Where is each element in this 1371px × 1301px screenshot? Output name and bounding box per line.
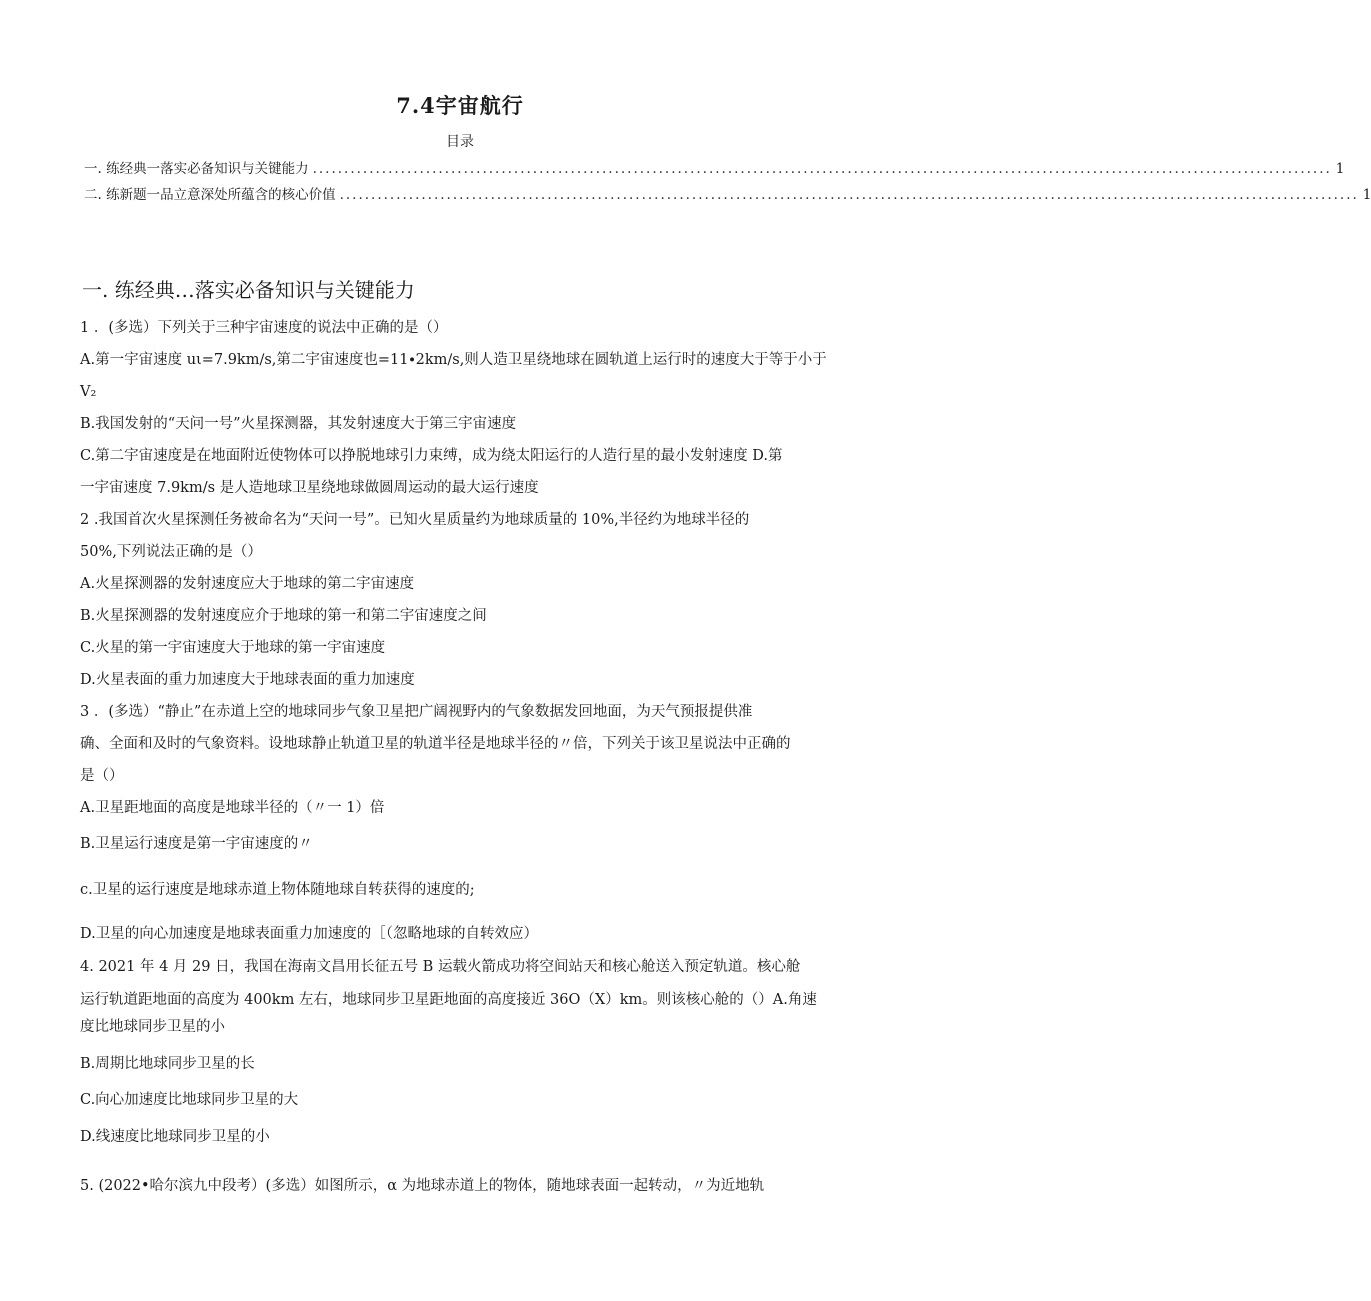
toc-entry[interactable] (84, 157, 1345, 177)
question-text: 50%,下列说法正确的是（） (80, 544, 262, 560)
question-text: 1 ．(多选）下列关于三种宇宙速度的说法中正确的是（） (80, 320, 448, 336)
option-text: D.卫星的向心加速度是地球表面重力加速度的［（忽略地球的自转效应） (80, 926, 538, 942)
option-text: A.第一宇宙速度 uι=7.9km∕s,第二宇宙速度也=11∙2km∕s,则人造卫星绕地球在圆轨道上运行时的速度大于等于小于 (80, 352, 827, 368)
option-text: C.第二宇宙速度是在地面附近使物体可以挣脱地球引力束缚，成为绕太阳运行的人造行星的最小发射速度 D.第 (80, 448, 783, 464)
option-text: A.卫星距地面的高度是地球半径的（〃一 1）倍 (80, 800, 385, 816)
option-text: 度比地球同步卫星的小 (80, 1019, 225, 1035)
question-text: 运行轨道距地面的高度为 400km 左右，地球同步卫星距地面的高度接近 36O（X）km。则该核心舱的（）A.角速 (80, 992, 817, 1008)
question-text: 4. 2021 年 4 月 29 日，我国在海南文昌用长征五号 B 运载火箭成功将空间站天和核心舱送入预定轨道。核心舱 (80, 959, 801, 975)
option-text: B.我国发射的“天问一号”火星探测器，其发射速度大于第三宇宙速度 (80, 416, 517, 432)
option-text: B.火星探测器的发射速度应介于地球的第一和第二宇宙速度之间 (80, 608, 487, 624)
option-text: D.线速度比地球同步卫星的小 (80, 1129, 270, 1145)
toc-entry[interactable] (84, 183, 1371, 203)
option-text: B.周期比地球同步卫星的长 (80, 1056, 255, 1072)
page-title: 7.4宇宙航行 (396, 93, 524, 118)
option-text: c.卫星的运行速度是地球赤道上物体随地球自转获得的速度的; (80, 882, 475, 898)
question-text: 是（） (80, 768, 124, 784)
question-text: 2 .我国首次火星探测任务被命名为“天问一号”。已知火星质量约为地球质量的 10%,半径约为地球半径的 (80, 512, 750, 528)
toc-leader: .................................................................................................................................................................. (312, 161, 1332, 177)
option-text: C.向心加速度比地球同步卫星的大 (80, 1092, 299, 1108)
toc-entry-label: 一. 练经典一落实必备知识与关键能力 (84, 161, 309, 177)
option-text: B.卫星运行速度是第一宇宙速度的〃 (80, 836, 313, 852)
question-text: 5. (2022•哈尔滨九中段考）(多选）如图所示，α 为地球赤道上的物体，随地球表面一起转动，〃为近地轨 (80, 1178, 765, 1194)
toc-entry-label: 二. 练新题一品立意深处所蕴含的核心价值 (84, 187, 336, 203)
option-text: C.火星的第一宇宙速度大于地球的第一宇宙速度 (80, 640, 386, 656)
toc-heading: 目录 (446, 134, 474, 150)
option-text: D.火星表面的重力加速度大于地球表面的重力加速度 (80, 672, 415, 688)
question-text: 3 ．(多选）“静止”在赤道上空的地球同步气象卫星把广阔视野内的气象数据发回地面，为天气预报提供准 (80, 704, 753, 720)
question-text: 确、全面和及时的气象资料。设地球静止轨道卫星的轨道半径是地球半径的〃倍，下列关于该卫星说法中正确的 (80, 736, 791, 752)
section-heading: 一. 练经典…落实必备知识与关键能力 (82, 278, 415, 302)
option-text: 一宇宙速度 7.9km/s 是人造地球卫星绕地球做圆周运动的最大运行速度 (80, 480, 539, 496)
toc-leader: .................................................................................................................................................................. (339, 187, 1359, 203)
toc-page-number: 1 (1335, 161, 1345, 177)
toc-page-number: 1 (1362, 187, 1371, 203)
option-text: A.火星探测器的发射速度应大于地球的第二宇宙速度 (80, 576, 415, 592)
option-text: V₂ (80, 384, 97, 400)
